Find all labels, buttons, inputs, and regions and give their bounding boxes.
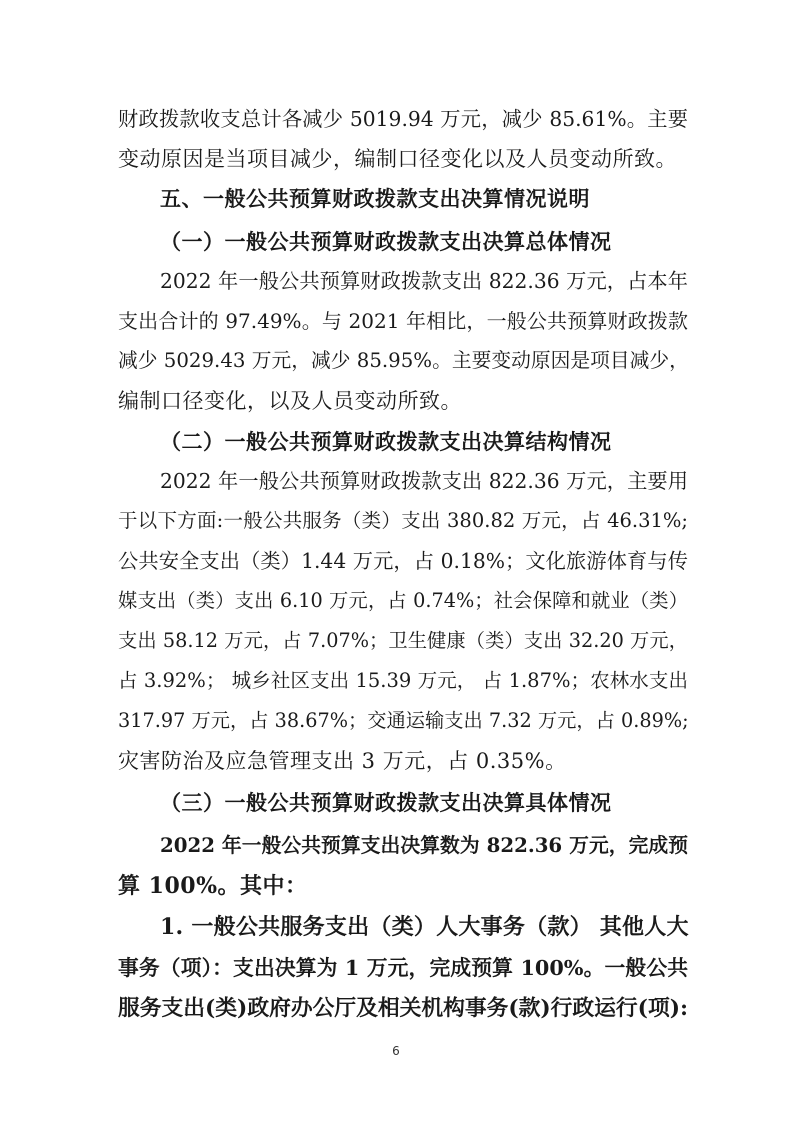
body-line-2: 变动原因是当项目减少，编制口径变化以及人员变动所致。 <box>118 147 677 171</box>
body-line-10: 2022 年一般公共预算财政拨款支出 822.36 万元，主要用 <box>160 469 688 493</box>
body-line-13: 媒支出（类）支出 6.10 万元，占 0.74%；社会保障和就业（类） <box>118 589 688 612</box>
body-line-20: 算 100%。其中： <box>118 873 308 899</box>
body-line-22: 事务（项）：支出决算为 1 万元，完成预算 100%。一般公共 <box>118 956 688 980</box>
body-line-23: 服务支出(类)政府办公厅及相关机构事务(款)行政运行(项): <box>118 996 689 1021</box>
body-line-19: 2022 年一般公共预算支出决算数为 822.36 万元，完成预 <box>160 833 688 857</box>
body-line-1: 财政拨款收支总计各减少 5019.94 万元，减少 85.61%。主要 <box>118 107 688 131</box>
body-line-8: 编制口径变化，以及人员变动所致。 <box>118 389 462 413</box>
body-line-5: 2022 年一般公共预算财政拨款支出 822.36 万元，占本年 <box>160 269 688 293</box>
page-number: 6 <box>392 1044 400 1058</box>
body-line-14: 支出 58.12 万元，占 7.07%；卫生健康（类）支出 32.20 万元， <box>118 629 688 652</box>
body-line-12: 公共安全支出（类）1.44 万元，占 0.18%；文化旅游体育与传 <box>118 549 688 573</box>
body-line-16: 317.97 万元，占 38.67%；交通运输支出 7.32 万元，占 0.89%; <box>118 709 689 732</box>
body-line-11: 于以下方面:一般公共服务（类）支出 380.82 万元，占 46.31%; <box>118 509 688 532</box>
body-line-7: 减少 5029.43 万元，减少 85.95%。主要变动原因是项目减少， <box>118 349 689 372</box>
subheading-1: （一）一般公共预算财政拨款支出决算总体情况 <box>160 229 612 254</box>
subheading-2: （二）一般公共预算财政拨款支出决算结构情况 <box>160 429 612 454</box>
body-line-21: 1. 一般公共服务支出（类）人大事务（款） 其他人大 <box>160 914 689 940</box>
body-line-17: 灾害防治及应急管理支出 3 万元，占 0.35%。 <box>118 749 567 773</box>
body-line-6: 支出合计的 97.49%。与 2021 年相比，一般公共预算财政拨款 <box>118 309 688 333</box>
section-heading-5: 五、一般公共预算财政拨款支出决算情况说明 <box>160 187 590 211</box>
subheading-3: （三）一般公共预算财政拨款支出决算具体情况 <box>160 790 612 815</box>
body-line-15: 占 3.92%； 城乡社区支出 15.39 万元， 占 1.87%；农林水支出 <box>118 669 688 692</box>
